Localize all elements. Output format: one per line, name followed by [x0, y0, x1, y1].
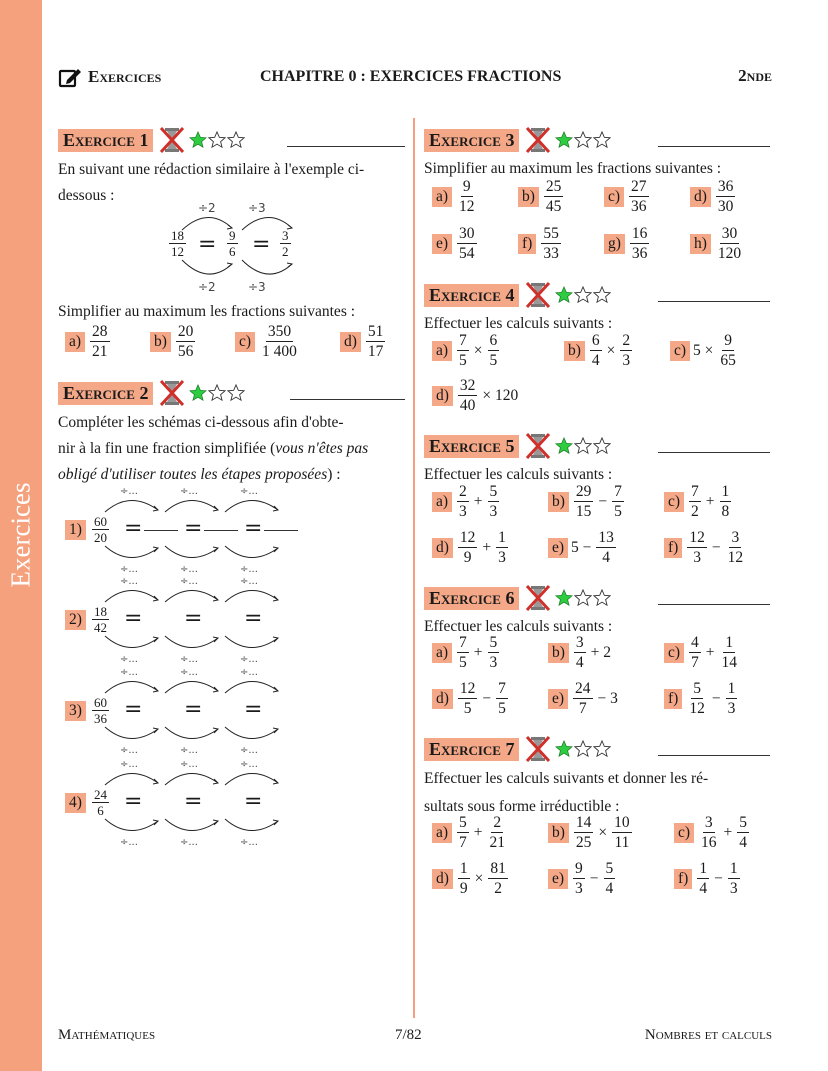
- star-empty-icon: [574, 131, 592, 149]
- schema-operator: ÷...: [240, 759, 258, 770]
- ex7-item-c: c) 3 16 + $\frac{5}{4}$: [674, 813, 751, 853]
- name-line: [290, 399, 405, 400]
- schema-operator: ÷...: [120, 576, 138, 587]
- equals-sign: =: [124, 606, 143, 631]
- schema-label: 3): [65, 701, 86, 721]
- ex1-item-b: b) 20 56: [150, 322, 197, 362]
- name-line: [658, 755, 770, 756]
- header-section-label: Exercices: [88, 67, 162, 86]
- ex3-item-g: g) 16 36: [604, 224, 651, 264]
- ex4-header: [424, 282, 611, 308]
- star-empty-icon: [227, 131, 245, 149]
- name-line: [287, 146, 405, 147]
- schema-operator: ÷...: [240, 564, 258, 575]
- ex1-intro: En suivant une rédaction similaire à l'exemple ci-dessous :: [58, 161, 365, 204]
- header-chapter: CHAPITRE 0 : EXERCICES FRACTIONS: [260, 68, 562, 85]
- ex1-item-c: c) 350 1 400: [235, 322, 301, 362]
- footer-theme: Nombres et calculs: [644, 1027, 772, 1043]
- ex2-instruction: Compléter les schémas ci-dessous afin d'obte- nir à la fin une fraction simplifiée (vous n'êtes pas obligé d'utiliser toutes les étapes proposées) :: [58, 414, 369, 483]
- schema-label: 1): [65, 520, 86, 540]
- schema-label: 2): [65, 610, 86, 630]
- schema-start-fraction: 60 20: [94, 514, 107, 545]
- schema-operator: ÷...: [180, 486, 198, 497]
- example-op-top-1: ÷2: [198, 201, 216, 215]
- ex6-item-f: f) 5 12 − $\frac{1}{3}$: [664, 679, 739, 719]
- ex3-item-a: a) 9 12: [432, 177, 479, 217]
- difficulty-stars: [555, 740, 611, 758]
- star-filled-icon: [555, 286, 573, 304]
- schema-start-fraction: 60 36: [94, 695, 107, 726]
- schema-operator: ÷...: [240, 667, 258, 678]
- schema-operator: ÷...: [180, 745, 198, 756]
- fraction-blank[interactable]: [144, 530, 178, 531]
- hourglass-crossed-icon: [525, 735, 551, 763]
- ex4-item-c: c) 5 × $\frac{9}{65}$: [670, 331, 740, 371]
- star-empty-icon: [208, 131, 226, 149]
- star-empty-icon: [574, 437, 592, 455]
- ex6-item-c: c) 4 7 + $\frac{1}{14}$: [664, 633, 741, 673]
- ex6-item-d: d) 12 5 − $\frac{7}{5}$: [432, 679, 510, 719]
- equals-sign: =: [124, 789, 143, 814]
- name-line: [658, 301, 770, 302]
- schema-operator: ÷...: [120, 486, 138, 497]
- star-empty-icon: [574, 740, 592, 758]
- schema-operator: ÷...: [120, 564, 138, 575]
- star-empty-icon: [593, 131, 611, 149]
- equals-sign: =: [244, 789, 263, 814]
- schema-operator: ÷...: [180, 564, 198, 575]
- ex7-title: Exercice 7: [424, 738, 519, 761]
- hourglass-crossed-icon: [525, 281, 551, 309]
- equals-sign: =: [184, 697, 203, 722]
- ex3-item-d: d) 36 30: [690, 177, 737, 217]
- ex5-item-b: b) 29 15 − $\frac{7}{5}$: [548, 482, 626, 522]
- hourglass-crossed-icon: [525, 584, 551, 612]
- ex4-instruction: Effectuer les calculs suivants :: [424, 315, 613, 332]
- ex5-item-c: c) 7 2 + $\frac{1}{8}$: [664, 482, 733, 522]
- page-header: [58, 64, 772, 90]
- schema-operator: ÷...: [120, 667, 138, 678]
- ex5-item-e: e) 5 − $\frac{13}{4}$: [548, 528, 618, 568]
- ex7-item-f: f) 1 4 − $\frac{1}{3}$: [674, 859, 742, 899]
- schema-operator: ÷...: [180, 654, 198, 665]
- ex4-item-b: b) $\frac{6}{4}$ × $\frac{2}{3}$: [564, 331, 634, 371]
- ex3-instruction: Simplifier au maximum les fractions suivantes :: [424, 160, 722, 177]
- ex5-item-d: d) 12 9 + $\frac{1}{3}$: [432, 528, 510, 568]
- ex1-header: [58, 127, 245, 153]
- ex3-item-h: h) 30 120: [690, 224, 745, 264]
- difficulty-stars: [555, 286, 611, 304]
- name-line: [658, 604, 770, 605]
- ex3-item-c: c) 27 36: [604, 177, 651, 217]
- equals-sign: =: [184, 789, 203, 814]
- schema-operator: ÷...: [180, 667, 198, 678]
- ex6-header: [424, 585, 611, 611]
- schema-operator: ÷...: [180, 576, 198, 587]
- star-filled-icon: [555, 131, 573, 149]
- equals-sign: =: [198, 232, 217, 257]
- ex1-instruction: Simplifier au maximum les fractions suivantes :: [58, 303, 356, 320]
- ex6-item-a: a) 7 5 + $\frac{5}{3}$: [432, 633, 501, 673]
- ex2-title: Exercice 2: [58, 382, 153, 405]
- schema-operator: ÷...: [180, 759, 198, 770]
- example-fraction: 18 12: [171, 228, 184, 259]
- ex5-title: Exercice 5: [424, 435, 519, 458]
- star-empty-icon: [574, 589, 592, 607]
- star-empty-icon: [227, 384, 245, 402]
- ex4-item-d: d) $\frac{32}{40}$ × 120: [432, 376, 518, 416]
- schema-operator: ÷...: [120, 759, 138, 770]
- ex5-item-a: a) 2 3 + $\frac{5}{3}$: [432, 482, 501, 522]
- star-filled-icon: [555, 740, 573, 758]
- name-line: [658, 452, 770, 453]
- star-empty-icon: [593, 589, 611, 607]
- star-filled-icon: [189, 131, 207, 149]
- equals-sign: =: [244, 606, 263, 631]
- equals-sign: =: [244, 697, 263, 722]
- difficulty-stars: [555, 589, 611, 607]
- ex2-header: [58, 380, 245, 406]
- star-filled-icon: [555, 437, 573, 455]
- ex7-item-b: b) $\frac{14}{25}$ × $\frac{10}{11}$: [548, 813, 634, 853]
- equals-sign: =: [124, 697, 143, 722]
- header-section: [58, 66, 161, 88]
- star-empty-icon: [208, 384, 226, 402]
- star-empty-icon: [593, 740, 611, 758]
- difficulty-stars: [555, 131, 611, 149]
- hourglass-crossed-icon: [159, 126, 185, 154]
- ex3-item-e: e) 30 54: [432, 224, 479, 264]
- equals-sign: =: [184, 516, 203, 541]
- difficulty-stars: [189, 384, 245, 402]
- ex5-item-f: f) 12 3 − $\frac{3}{12}$: [664, 528, 747, 568]
- example-op-bottom-2: ÷3: [248, 280, 266, 294]
- schema-operator: ÷...: [240, 837, 258, 848]
- schema-start-fraction: 18 42: [94, 604, 107, 635]
- difficulty-stars: [555, 437, 611, 455]
- sidebar-label: Exercices: [5, 482, 36, 588]
- hourglass-crossed-icon: [525, 126, 551, 154]
- equals-sign: =: [244, 516, 263, 541]
- ex4-title: Exercice 4: [424, 284, 519, 307]
- schema-operator: ÷...: [120, 837, 138, 848]
- schema-operator: ÷...: [180, 837, 198, 848]
- schema-start-fraction: 24 6: [94, 787, 107, 818]
- difficulty-stars: [189, 131, 245, 149]
- ex3-title: Exercice 3: [424, 129, 519, 152]
- schema-operator: ÷...: [240, 654, 258, 665]
- star-filled-icon: [555, 589, 573, 607]
- star-filled-icon: [189, 384, 207, 402]
- ex7-item-e: e) 9 3 − $\frac{5}{4}$: [548, 859, 617, 899]
- star-empty-icon: [574, 286, 592, 304]
- ex5-header: [424, 433, 611, 459]
- schema-label: 4): [65, 793, 86, 813]
- example-op-bottom-1: ÷2: [198, 280, 216, 294]
- name-line: [658, 146, 770, 147]
- ex7-instruction: Effectuer les calculs suivants et donner les ré- sultats sous forme irréductible :: [424, 770, 709, 815]
- page-number: 7/82: [395, 1027, 422, 1043]
- fraction-blank[interactable]: [204, 530, 238, 531]
- example-fraction: 3 2: [282, 228, 289, 259]
- ex1-item-a: a) 28 21: [65, 322, 112, 362]
- equals-sign: =: [124, 516, 143, 541]
- ex1-title: Exercice 1: [58, 129, 153, 152]
- schema-operator: ÷...: [240, 576, 258, 587]
- ex3-item-f: f) 55 33: [518, 224, 563, 264]
- edit-icon: [58, 66, 82, 88]
- ex6-item-e: e) 24 7 − 3: [548, 679, 618, 719]
- star-empty-icon: [593, 286, 611, 304]
- ex3-header: [424, 127, 611, 153]
- schema-operator: ÷...: [240, 745, 258, 756]
- ex6-title: Exercice 6: [424, 587, 519, 610]
- example-op-top-2: ÷3: [248, 201, 266, 215]
- ex7-item-a: a) 5 7 + $\frac{2}{21}$: [432, 813, 509, 853]
- ex5-instruction: Effectuer les calculs suivants :: [424, 466, 613, 483]
- header-level: 2nde: [738, 66, 772, 85]
- ex6-item-b: b) 3 4 + 2: [548, 633, 611, 673]
- star-empty-icon: [593, 437, 611, 455]
- column-divider: [413, 118, 415, 1018]
- ex3-item-b: b) 25 45: [518, 177, 565, 217]
- footer-subject: Mathématiques: [58, 1027, 156, 1043]
- ex1-item-d: d) 51 17: [340, 322, 387, 362]
- ex4-item-a: a) $\frac{7}{5}$ × $\frac{6}{5}$: [432, 331, 501, 371]
- hourglass-crossed-icon: [525, 432, 551, 460]
- ex6-instruction: Effectuer les calculs suivants :: [424, 618, 613, 635]
- equals-sign: =: [184, 606, 203, 631]
- fraction-blank[interactable]: [264, 530, 298, 531]
- example-fraction: 9 6: [229, 228, 236, 259]
- ex7-item-d: d) $\frac{1}{9}$ × $\frac{81}{2}$: [432, 859, 510, 899]
- ex7-header: [424, 736, 611, 762]
- schema-operator: ÷...: [120, 654, 138, 665]
- schema-operator: ÷...: [120, 745, 138, 756]
- schema-operator: ÷...: [240, 486, 258, 497]
- hourglass-crossed-icon: [159, 379, 185, 407]
- ex1-example: [160, 198, 310, 298]
- sidebar-band: [0, 0, 42, 1071]
- equals-sign: =: [252, 232, 271, 257]
